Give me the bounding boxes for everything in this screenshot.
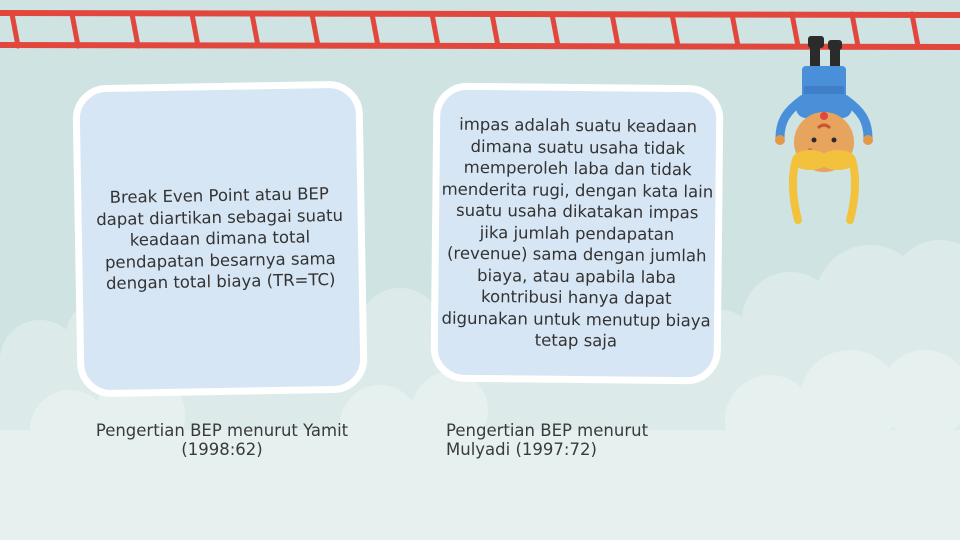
definition-text-right: impas adalah suatu keadaan dimana suatu usaha tidak memperoleh laba dan tidak menderita rugi, dengan kata lain suatu usaha dikatakan impas jika jumlah pendapatan (revenue) sama dengan jumlah biaya, atau apabila laba kontribusi hanya dapat digunakan untuk menutup biaya tetap saja [441, 115, 714, 351]
caption-left: Pengertian BEP menurut Yamit (1998:62) [95, 421, 349, 459]
definition-card-left [72, 80, 367, 397]
definition-card-right [430, 82, 723, 384]
caption-right: Pengertian BEP menurut Mulyadi (1997:72) [446, 421, 649, 459]
definition-text-left: Break Even Point atau BEP dapat diartikan sebagai suatu keadaan dimana total pendapatan besarnya sama dengan total biaya (TR=TC) [96, 184, 344, 294]
hanging-character-illustration [770, 30, 880, 230]
